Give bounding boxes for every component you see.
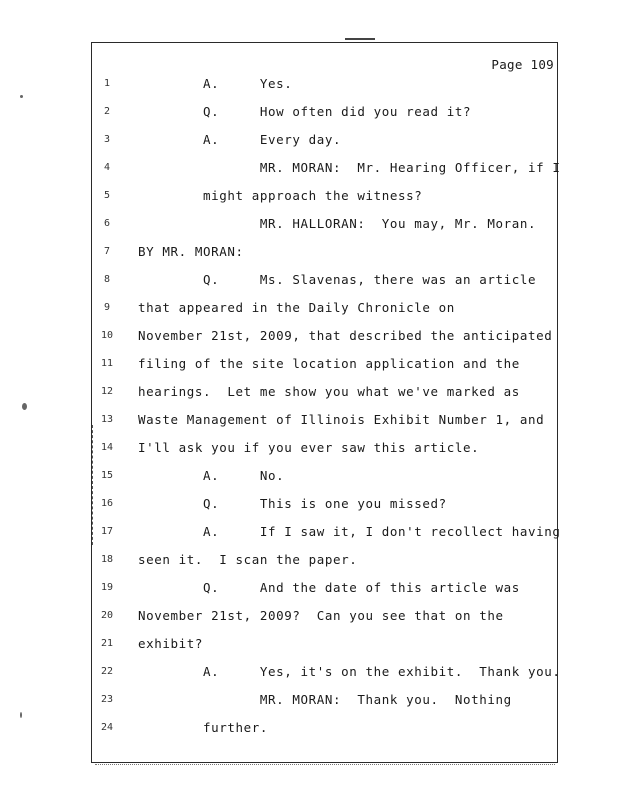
scan-speck [20,95,23,98]
line-number: 24 [100,722,114,733]
line-text: A. No. [138,468,285,483]
transcript-line [0,354,618,374]
line-text: Waste Management of Illinois Exhibit Number 1, and [138,412,545,427]
transcript-line [0,578,618,598]
line-number: 14 [100,442,114,453]
line-number: 1 [103,78,111,89]
line-text: seen it. I scan the paper. [138,552,358,567]
line-text: A. If I saw it, I don't recollect having [138,524,561,539]
line-text: MR. HALLORAN: You may, Mr. Moran. [138,216,537,231]
line-text: Q. This is one you missed? [138,496,447,511]
line-text: I'll ask you if you ever saw this article. [138,440,480,455]
transcript-line [0,242,618,262]
line-text: that appeared in the Daily Chronicle on [138,300,455,315]
scan-bottom-noise [95,764,555,765]
transcript-page-frame [91,42,558,763]
transcript-line [0,550,618,570]
line-number: 10 [100,330,114,341]
line-number: 8 [103,274,111,285]
transcript-line [0,690,618,710]
line-text: A. Yes. [138,76,293,91]
transcript-line [0,214,618,234]
transcript-line [0,494,618,514]
transcript-line [0,522,618,542]
transcript-line [0,298,618,318]
line-text: November 21st, 2009? Can you see that on the [138,608,504,623]
line-number: 21 [100,638,114,649]
line-number: 23 [100,694,114,705]
line-number: 3 [103,134,111,145]
line-text: Q. Ms. Slavenas, there was an article [138,272,537,287]
line-number: 18 [100,554,114,565]
transcript-line [0,410,618,430]
transcript-line [0,270,618,290]
transcript-line [0,438,618,458]
line-number: 7 [103,246,111,257]
line-text: Q. And the date of this article was [138,580,520,595]
line-number: 2 [103,106,111,117]
line-number: 6 [103,218,111,229]
transcript-line [0,102,618,122]
line-text: Q. How often did you read it? [138,104,472,119]
line-number: 5 [103,190,111,201]
line-number: 16 [100,498,114,509]
transcript-line [0,326,618,346]
line-text: filing of the site location application and the [138,356,520,371]
transcript-line [0,158,618,178]
line-number: 4 [103,162,111,173]
line-text: MR. MORAN: Thank you. Nothing [138,692,512,707]
line-number: 17 [100,526,114,537]
line-text: A. Every day. [138,132,342,147]
line-text: hearings. Let me show you what we've marked as [138,384,520,399]
line-number: 13 [100,414,114,425]
transcript-line [0,466,618,486]
page-number: Page 109 [491,57,554,72]
transcript-line [0,606,618,626]
transcript-line [0,662,618,682]
line-text: further. [138,720,269,735]
line-text: might approach the witness? [138,188,423,203]
line-text: BY MR. MORAN: [138,244,244,259]
transcript-line [0,718,618,738]
line-number: 20 [100,610,114,621]
line-number: 12 [100,386,114,397]
transcript-line [0,382,618,402]
scan-speck [20,712,22,718]
line-text: November 21st, 2009, that described the anticipated [138,328,553,343]
line-number: 19 [100,582,114,593]
line-text: A. Yes, it's on the exhibit. Thank you. [138,664,561,679]
transcript-line [0,634,618,654]
transcript-line [0,186,618,206]
transcript-line [0,74,618,94]
scan-speck [22,403,27,410]
line-number: 15 [100,470,114,481]
line-number: 22 [100,666,114,677]
page-top-mark [345,38,375,43]
transcript-line [0,130,618,150]
line-text: exhibit? [138,636,204,651]
line-number: 9 [103,302,111,313]
line-number: 11 [100,358,114,369]
line-text: MR. MORAN: Mr. Hearing Officer, if I [138,160,561,175]
